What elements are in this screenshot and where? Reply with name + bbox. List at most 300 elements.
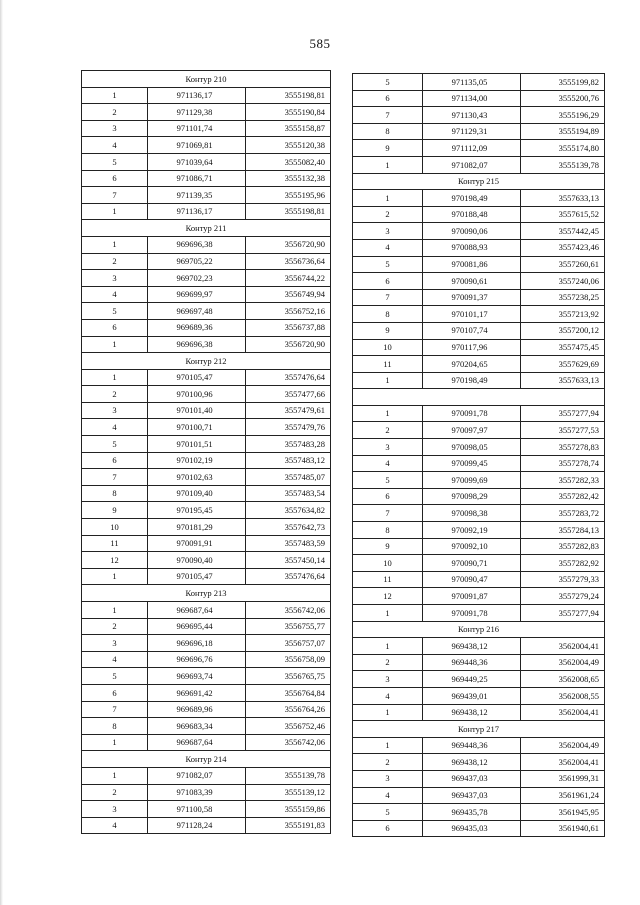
- coordinate-y: 3556744,22: [246, 270, 331, 287]
- coordinate-y: 3557260,61: [521, 256, 605, 273]
- point-number: 1: [353, 190, 423, 207]
- coordinate-row: [82, 203, 331, 220]
- coordinate-x: 970098,38: [423, 505, 521, 522]
- coordinate-x: 970091,78: [423, 405, 521, 422]
- coordinate-row: [82, 519, 331, 536]
- point-number: 7: [353, 107, 423, 124]
- coordinate-row: [82, 87, 331, 104]
- coordinate-y: 3556755,77: [246, 618, 331, 635]
- coordinate-y: 3555139,78: [521, 156, 605, 173]
- coordinate-x: 970081,86: [423, 256, 521, 273]
- coordinate-row: [353, 488, 605, 505]
- point-number: 5: [82, 668, 148, 685]
- coordinate-x: 969702,23: [148, 270, 246, 287]
- coordinate-y: 3556764,26: [246, 701, 331, 718]
- coordinate-x: 969435,03: [423, 820, 521, 837]
- coordinate-x: 970091,91: [148, 535, 246, 552]
- contour-header-row: [82, 220, 331, 237]
- coordinate-row: [82, 635, 331, 652]
- coordinate-y: 3561945,95: [521, 804, 605, 821]
- point-number: 3: [353, 770, 423, 787]
- point-number: 2: [353, 206, 423, 223]
- coordinate-row: [353, 405, 605, 422]
- coordinate-x: 970091,87: [423, 588, 521, 605]
- coordinate-x: 971082,07: [423, 156, 521, 173]
- coordinate-row: [82, 684, 331, 701]
- contour-title: Контур 213: [82, 585, 331, 602]
- coordinate-y: 3557240,06: [521, 273, 605, 290]
- point-number: 3: [82, 270, 148, 287]
- coordinate-row: [82, 336, 331, 353]
- coordinate-y: 3557479,61: [246, 402, 331, 419]
- coordinate-x: 970117,96: [423, 339, 521, 356]
- coordinate-y: 3555159,86: [246, 801, 331, 818]
- point-number: 4: [82, 286, 148, 303]
- coordinate-x: 969689,96: [148, 701, 246, 718]
- coordinate-y: 3556720,90: [246, 336, 331, 353]
- contour-header-row: [353, 389, 605, 406]
- contour-title: [353, 389, 605, 406]
- point-number: 3: [353, 439, 423, 456]
- coordinate-y: 3562008,55: [521, 687, 605, 704]
- point-number: 5: [353, 74, 423, 91]
- point-number: 9: [353, 140, 423, 157]
- coordinate-x: 970099,45: [423, 455, 521, 472]
- coordinate-row: [82, 817, 331, 834]
- point-number: 9: [353, 538, 423, 555]
- point-number: 4: [82, 419, 148, 436]
- point-number: 5: [353, 256, 423, 273]
- coordinate-row: [82, 502, 331, 519]
- point-number: 6: [353, 273, 423, 290]
- coordinate-row: [82, 402, 331, 419]
- coordinate-x: 969691,42: [148, 684, 246, 701]
- point-number: 4: [353, 787, 423, 804]
- coordinate-row: [353, 289, 605, 306]
- point-number: 4: [82, 651, 148, 668]
- coordinate-y: 3555158,87: [246, 120, 331, 137]
- point-number: 1: [353, 156, 423, 173]
- coordinate-y: 3555139,12: [246, 784, 331, 801]
- contour-title: Контур 217: [353, 721, 605, 738]
- coordinate-y: 3557213,92: [521, 306, 605, 323]
- coordinate-row: [82, 120, 331, 137]
- coordinate-x: 971069,81: [148, 137, 246, 154]
- coordinate-y: 3557483,59: [246, 535, 331, 552]
- coordinate-row: [353, 206, 605, 223]
- point-number: 2: [353, 654, 423, 671]
- coordinate-y: 3555196,29: [521, 107, 605, 124]
- coordinate-row: [353, 356, 605, 373]
- point-number: 6: [82, 452, 148, 469]
- coordinate-row: [353, 588, 605, 605]
- coordinate-row: [82, 319, 331, 336]
- coordinate-x: 969437,03: [423, 770, 521, 787]
- coordinate-x: 970101,51: [148, 436, 246, 453]
- point-number: 1: [353, 704, 423, 721]
- point-number: 9: [353, 322, 423, 339]
- coordinate-x: 970188,48: [423, 206, 521, 223]
- coordinate-x: 969448,36: [423, 737, 521, 754]
- coordinate-row: [353, 273, 605, 290]
- coordinate-x: 970204,65: [423, 356, 521, 373]
- coordinate-row: [353, 90, 605, 107]
- coordinate-y: 3555174,80: [521, 140, 605, 157]
- coordinate-row: [82, 568, 331, 585]
- coordinate-y: 3557278,83: [521, 439, 605, 456]
- coordinate-y: 3561999,31: [521, 770, 605, 787]
- coordinate-x: 969687,64: [148, 602, 246, 619]
- coordinate-row: [353, 505, 605, 522]
- coordinate-y: 3562008,65: [521, 671, 605, 688]
- coordinate-x: 970100,71: [148, 419, 246, 436]
- coordinate-row: [353, 74, 605, 91]
- coordinate-y: 3557483,12: [246, 452, 331, 469]
- coordinate-x: 970101,17: [423, 306, 521, 323]
- coordinate-x: 970109,40: [148, 485, 246, 502]
- coordinate-row: [353, 107, 605, 124]
- coordinate-y: 3557284,13: [521, 522, 605, 539]
- point-number: 3: [82, 801, 148, 818]
- coordinate-x: 970088,93: [423, 239, 521, 256]
- coordinate-row: [82, 668, 331, 685]
- coordinate-row: [82, 436, 331, 453]
- coordinate-row: [353, 140, 605, 157]
- coordinate-x: 970090,40: [148, 552, 246, 569]
- contour-title: Контур 215: [353, 173, 605, 190]
- coordinate-x: 971136,17: [148, 203, 246, 220]
- coordinate-y: 3557282,92: [521, 555, 605, 572]
- coordinate-x: 969695,44: [148, 618, 246, 635]
- point-number: 1: [353, 405, 423, 422]
- coordinate-y: 3556749,94: [246, 286, 331, 303]
- coordinate-row: [353, 605, 605, 622]
- coordinate-row: [353, 737, 605, 754]
- point-number: 1: [82, 734, 148, 751]
- coordinate-y: 3556736,64: [246, 253, 331, 270]
- coordinate-row: [82, 369, 331, 386]
- coordinate-row: [82, 236, 331, 253]
- contour-title: Контур 214: [82, 751, 331, 768]
- coordinate-y: 3555200,76: [521, 90, 605, 107]
- coordinate-row: [82, 602, 331, 619]
- coordinate-x: 971101,74: [148, 120, 246, 137]
- point-number: 11: [82, 535, 148, 552]
- point-number: 2: [353, 754, 423, 771]
- point-number: 6: [82, 684, 148, 701]
- coordinate-x: 969696,38: [148, 236, 246, 253]
- coordinate-row: [82, 286, 331, 303]
- coordinate-x: 970091,78: [423, 605, 521, 622]
- coordinate-row: [82, 801, 331, 818]
- coordinate-row: [353, 190, 605, 207]
- coordinate-x: 969683,34: [148, 718, 246, 735]
- coordinate-y: 3557485,07: [246, 469, 331, 486]
- coordinate-x: 970090,47: [423, 571, 521, 588]
- coordinate-y: 3557633,13: [521, 372, 605, 389]
- coordinate-y: 3557450,14: [246, 552, 331, 569]
- point-number: 3: [82, 635, 148, 652]
- point-number: 10: [353, 555, 423, 572]
- coordinate-row: [353, 804, 605, 821]
- coordinate-row: [353, 754, 605, 771]
- coordinate-y: 3557238,25: [521, 289, 605, 306]
- coordinate-y: 3557423,46: [521, 239, 605, 256]
- coordinate-x: 970198,49: [423, 190, 521, 207]
- coordinate-y: 3557477,66: [246, 386, 331, 403]
- point-number: 7: [82, 469, 148, 486]
- coordinate-x: 970098,29: [423, 488, 521, 505]
- coordinate-x: 971100,58: [148, 801, 246, 818]
- point-number: 1: [82, 236, 148, 253]
- coordinate-row: [353, 820, 605, 837]
- coordinate-y: 3556764,84: [246, 684, 331, 701]
- point-number: 4: [353, 455, 423, 472]
- coordinate-y: 3557277,53: [521, 422, 605, 439]
- point-number: 11: [353, 571, 423, 588]
- coordinate-y: 3557634,82: [246, 502, 331, 519]
- coordinate-y: 3555195,96: [246, 187, 331, 204]
- point-number: 1: [82, 568, 148, 585]
- coordinate-y: 3556758,09: [246, 651, 331, 668]
- coordinate-row: [353, 654, 605, 671]
- point-number: 8: [353, 123, 423, 140]
- coordinate-x: 969438,12: [423, 754, 521, 771]
- coordinate-y: 3557615,52: [521, 206, 605, 223]
- coordinate-row: [82, 784, 331, 801]
- coordinate-x: 970092,19: [423, 522, 521, 539]
- coordinate-y: 3557282,42: [521, 488, 605, 505]
- coordinate-y: 3555198,81: [246, 203, 331, 220]
- coordinate-x: 969696,38: [148, 336, 246, 353]
- coordinate-x: 969693,74: [148, 668, 246, 685]
- point-number: 12: [353, 588, 423, 605]
- coordinate-x: 970099,69: [423, 472, 521, 489]
- point-number: 2: [82, 104, 148, 121]
- coordinate-row: [82, 767, 331, 784]
- coordinate-y: 3557633,13: [521, 190, 605, 207]
- point-number: 6: [82, 170, 148, 187]
- coordinate-y: 3557629,69: [521, 356, 605, 373]
- coordinate-x: 971039,64: [148, 153, 246, 170]
- point-number: 7: [353, 289, 423, 306]
- coordinate-row: [353, 256, 605, 273]
- coordinate-x: 970092,10: [423, 538, 521, 555]
- scan-edge: [0, 0, 3, 905]
- coordinate-y: 3556720,90: [246, 236, 331, 253]
- point-number: 10: [82, 519, 148, 536]
- coordinate-row: [82, 386, 331, 403]
- coordinate-row: [82, 452, 331, 469]
- coordinate-y: 3556765,75: [246, 668, 331, 685]
- coordinate-y: 3555191,83: [246, 817, 331, 834]
- coordinate-y: 3557475,45: [521, 339, 605, 356]
- coordinate-y: 3557476,64: [246, 568, 331, 585]
- coordinate-x: 970097,97: [423, 422, 521, 439]
- point-number: 6: [353, 488, 423, 505]
- coordinate-y: 3557200,12: [521, 322, 605, 339]
- coordinate-row: [82, 718, 331, 735]
- coordinate-row: [353, 704, 605, 721]
- coordinate-y: 3555120,38: [246, 137, 331, 154]
- coordinate-y: 3562004,41: [521, 704, 605, 721]
- point-number: 6: [353, 820, 423, 837]
- coordinate-y: 3555194,89: [521, 123, 605, 140]
- coordinate-row: [353, 239, 605, 256]
- point-number: 11: [353, 356, 423, 373]
- point-number: 10: [353, 339, 423, 356]
- coordinate-x: 969439,01: [423, 687, 521, 704]
- point-number: 3: [353, 223, 423, 240]
- coordinate-y: 3557282,83: [521, 538, 605, 555]
- coordinate-row: [82, 419, 331, 436]
- coordinate-row: [82, 104, 331, 121]
- point-number: 4: [82, 137, 148, 154]
- contour-header-row: [82, 71, 331, 88]
- coordinate-row: [353, 687, 605, 704]
- coordinate-y: 3555190,84: [246, 104, 331, 121]
- coordinate-row: [353, 322, 605, 339]
- coordinate-row: [82, 153, 331, 170]
- point-number: 7: [82, 187, 148, 204]
- coordinate-row: [353, 671, 605, 688]
- coordinate-row: [353, 538, 605, 555]
- coordinate-y: 3557277,94: [521, 405, 605, 422]
- coordinate-x: 969437,03: [423, 787, 521, 804]
- contour-title: Контур 216: [353, 621, 605, 638]
- coordinate-x: 971130,43: [423, 107, 521, 124]
- coordinate-x: 970102,19: [148, 452, 246, 469]
- coordinate-x: 971082,07: [148, 767, 246, 784]
- coordinate-row: [353, 770, 605, 787]
- point-number: 7: [82, 701, 148, 718]
- point-number: 5: [82, 153, 148, 170]
- point-number: 3: [82, 120, 148, 137]
- coordinate-x: 971129,31: [423, 123, 521, 140]
- point-number: 1: [82, 767, 148, 784]
- coordinate-row: [353, 422, 605, 439]
- coordinate-y: 3557278,74: [521, 455, 605, 472]
- coordinate-x: 969689,36: [148, 319, 246, 336]
- point-number: 1: [82, 369, 148, 386]
- coordinate-y: 3561940,61: [521, 820, 605, 837]
- contour-title: Контур 212: [82, 353, 331, 370]
- coordinate-x: 969448,36: [423, 654, 521, 671]
- contour-header-row: [82, 585, 331, 602]
- coordinate-x: 970090,71: [423, 555, 521, 572]
- coordinate-x: 970102,63: [148, 469, 246, 486]
- coordinate-row: [82, 485, 331, 502]
- coordinate-row: [353, 555, 605, 572]
- coordinate-y: 3557483,54: [246, 485, 331, 502]
- coordinate-y: 3557479,76: [246, 419, 331, 436]
- point-number: 9: [82, 502, 148, 519]
- point-number: 2: [82, 618, 148, 635]
- coordinate-x: 971083,39: [148, 784, 246, 801]
- contour-header-row: [82, 751, 331, 768]
- point-number: 1: [353, 605, 423, 622]
- coordinate-y: 3555082,40: [246, 153, 331, 170]
- coordinate-row: [353, 455, 605, 472]
- coordinate-row: [82, 303, 331, 320]
- coordinate-x: 969687,64: [148, 734, 246, 751]
- coordinate-row: [353, 787, 605, 804]
- coordinate-row: [82, 270, 331, 287]
- point-number: 2: [353, 422, 423, 439]
- coordinate-row: [82, 535, 331, 552]
- point-number: 1: [82, 87, 148, 104]
- coordinate-row: [353, 123, 605, 140]
- coordinate-y: 3557282,33: [521, 472, 605, 489]
- coordinate-row: [82, 651, 331, 668]
- coordinate-y: 3562004,41: [521, 638, 605, 655]
- coordinate-row: [82, 469, 331, 486]
- coordinate-y: 3555132,38: [246, 170, 331, 187]
- coordinate-x: 969438,12: [423, 638, 521, 655]
- coordinate-y: 3562004,41: [521, 754, 605, 771]
- coordinate-x: 970105,47: [148, 369, 246, 386]
- coordinate-y: 3556742,06: [246, 734, 331, 751]
- coordinate-x: 969696,76: [148, 651, 246, 668]
- coordinate-x: 971136,17: [148, 87, 246, 104]
- point-number: 3: [82, 402, 148, 419]
- coordinate-y: 3556752,16: [246, 303, 331, 320]
- point-number: 2: [82, 784, 148, 801]
- coordinate-row: [353, 223, 605, 240]
- coordinate-y: 3562004,49: [521, 737, 605, 754]
- point-number: 5: [353, 472, 423, 489]
- point-number: 6: [353, 90, 423, 107]
- coordinate-row: [82, 137, 331, 154]
- coordinate-row: [353, 472, 605, 489]
- coordinate-x: 971128,24: [148, 817, 246, 834]
- contour-header-row: [353, 173, 605, 190]
- coordinate-y: 3557642,73: [246, 519, 331, 536]
- point-number: 5: [82, 436, 148, 453]
- coordinate-row: [353, 156, 605, 173]
- point-number: 5: [353, 804, 423, 821]
- coordinate-row: [82, 170, 331, 187]
- point-number: 8: [353, 306, 423, 323]
- coordinates-table-left: [81, 70, 331, 834]
- coordinate-y: 3557476,64: [246, 369, 331, 386]
- coordinate-x: 970181,29: [148, 519, 246, 536]
- coordinate-x: 970090,61: [423, 273, 521, 290]
- coordinate-x: 970198,49: [423, 372, 521, 389]
- point-number: 7: [353, 505, 423, 522]
- point-number: 1: [82, 336, 148, 353]
- coordinate-x: 970090,06: [423, 223, 521, 240]
- coordinate-y: 3557442,45: [521, 223, 605, 240]
- point-number: 8: [353, 522, 423, 539]
- coordinate-x: 970107,74: [423, 322, 521, 339]
- coordinate-row: [353, 571, 605, 588]
- coordinate-y: 3556752,46: [246, 718, 331, 735]
- point-number: 2: [82, 253, 148, 270]
- coordinate-y: 3557279,24: [521, 588, 605, 605]
- coordinate-y: 3555139,78: [246, 767, 331, 784]
- coordinate-x: 970091,37: [423, 289, 521, 306]
- coordinate-row: [82, 734, 331, 751]
- point-number: 1: [353, 372, 423, 389]
- coordinate-y: 3557483,28: [246, 436, 331, 453]
- contour-title: Контур 210: [82, 71, 331, 88]
- coordinate-x: 970195,45: [148, 502, 246, 519]
- coordinate-y: 3556757,07: [246, 635, 331, 652]
- coordinate-y: 3557277,94: [521, 605, 605, 622]
- coordinate-row: [82, 187, 331, 204]
- coordinate-y: 3556737,88: [246, 319, 331, 336]
